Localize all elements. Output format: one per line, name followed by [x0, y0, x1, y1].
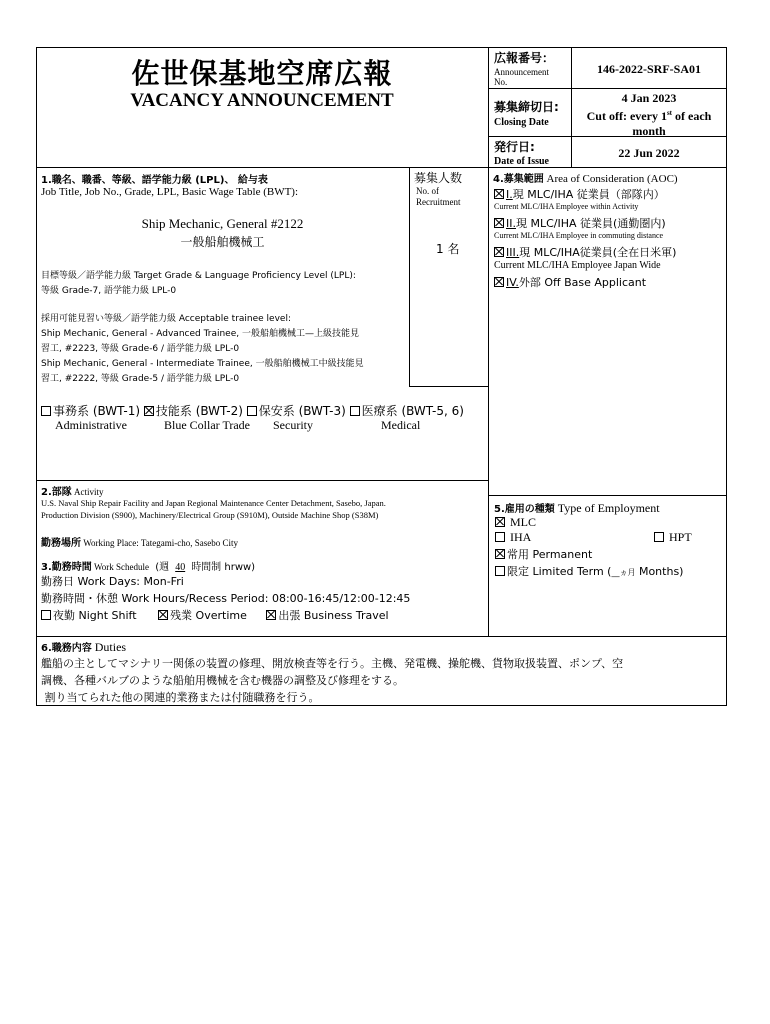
aoc-item-3[interactable]: III.現 MLC/IHA従業員(全在日米軍) — [494, 244, 676, 260]
border-bottom — [36, 705, 727, 706]
activity-line-1: U.S. Naval Ship Repair Facility and Japan Regional Maintenance Center Detachment, Sasebo, Japan. — [41, 498, 386, 508]
aoc-item-3-sub: Current MLC/IHA Employee Japan Wide — [494, 260, 661, 271]
checkbox-checked-icon[interactable] — [494, 277, 504, 287]
bwt-3-sub: Security — [273, 418, 313, 432]
closing-date-value-3: month — [632, 124, 666, 138]
employment-mlc[interactable]: MLC — [495, 515, 536, 530]
activity-line-2: Production Division (S900), Machinery/Electrical Group (S910M), Outside Machine Shop (S38M) — [41, 510, 379, 520]
overtime-option[interactable]: 残業 Overtime — [158, 609, 247, 622]
section2-heading: 2.部隊 Activity — [41, 487, 104, 498]
checkbox-icon[interactable] — [350, 406, 360, 416]
employment-iha[interactable]: IHA — [495, 530, 531, 545]
duties-line-2: 調機、各種バルブのような船舶用機械を含む機器の調整及び修理をする。 — [41, 674, 404, 687]
employment-hpt[interactable]: HPT — [654, 530, 692, 545]
border-left — [36, 47, 37, 706]
checkbox-checked-icon[interactable] — [266, 610, 276, 620]
title-en: VACANCY ANNOUNCEMENT — [130, 90, 394, 111]
date-of-issue-value: 22 Jun 2022 — [618, 146, 680, 160]
section3-heading: 3.勤務時間 Work Schedule (週 40 時間制 hrww) — [41, 562, 256, 573]
section1-heading: 1.職名、職番、等級、語学能力級 (LPL)、 給与表 — [41, 175, 268, 186]
border-right — [726, 47, 727, 706]
work-hours: 勤務時間・休憩 Work Hours/Recess Period: 08:00-16:45/12:00-12:45 — [41, 592, 411, 605]
schedule-options — [41, 607, 389, 623]
closing-date-label-en: Closing Date — [494, 117, 549, 128]
bwt-3-option[interactable]: 保安系 (BWT-3) — [247, 404, 346, 418]
date-of-issue-label-jp: 発行日: — [494, 140, 535, 154]
checkbox-checked-icon[interactable] — [494, 247, 504, 257]
checkbox-checked-icon[interactable] — [144, 406, 154, 416]
closing-date-label-jp: 募集締切日: — [494, 100, 559, 114]
announcement-label-en-1: Announcement — [494, 67, 549, 77]
closing-date-value — [572, 91, 726, 139]
checkbox-icon[interactable] — [495, 532, 505, 542]
target-grade-2: 等級 Grade-7, 語学能力級 LPL-0 — [41, 286, 177, 296]
checkbox-checked-icon[interactable] — [494, 189, 504, 199]
trainee-level-1: 採用可能見習い等級／語学能力級 Acceptable trainee level: — [41, 314, 291, 324]
business-travel-option[interactable]: 出張 Business Travel — [266, 609, 388, 622]
date-of-issue-label-en: Date of Issue — [494, 156, 549, 167]
job-title-jp: 一般船舶機械工 — [180, 235, 265, 249]
aoc-item-1-sub: Current MLC/IHA Employee within Activity — [494, 202, 639, 211]
night-shift-option[interactable]: 夜勤 Night Shift — [41, 609, 137, 622]
checkbox-icon[interactable] — [41, 610, 51, 620]
announcement-label — [494, 49, 554, 87]
checkbox-icon[interactable] — [247, 406, 257, 416]
aoc-item-2[interactable]: II.現 MLC/IHA 従業員(通勤圏内) — [494, 215, 666, 231]
bwt-5-6-option[interactable]: 医療系 (BWT-5, 6) — [350, 404, 464, 418]
trainee-level-2: Ship Mechanic, General - Advanced Trainee, 一般船舶機械工—上級技能見 — [41, 329, 359, 339]
announcement-label-jp: 広報番号： — [494, 51, 555, 65]
employment-limited[interactable]: 限定 Limited Term (__ヵ月 Months) — [495, 563, 683, 579]
trainee-level-5: 習工, #2222, 等級 Grade-5 / 語学能力級 LPL-0 — [41, 374, 240, 384]
bwt-2-sub: Blue Collar Trade — [164, 418, 250, 432]
employment-permanent[interactable]: 常用 Permanent — [495, 546, 592, 562]
bwt-5-6-sub: Medical — [381, 418, 421, 432]
bwt-options — [41, 402, 464, 419]
bwt-1-sub: Administrative — [55, 418, 127, 432]
divider-recruitment-bottom — [409, 386, 489, 387]
announcement-label-en-2: No. — [494, 77, 508, 87]
recruitment-label-jp: 募集人数 — [414, 171, 463, 185]
duties-line-1: 艦船の主としてマシナリ一関係の装置の修理、開放検査等を行う。主機、発電機、操舵機、貨物取扱装置、ポンプ、空 — [41, 657, 624, 670]
checkbox-icon[interactable] — [495, 566, 505, 576]
recruitment-label-en-1: No. of — [416, 186, 439, 196]
recruitment-label-en-2: Recruitment — [416, 197, 461, 207]
divider-section5 — [488, 495, 727, 496]
checkbox-checked-icon[interactable] — [495, 549, 505, 559]
section4-heading: 4.募集範囲 Area of Consideration (AOC) — [493, 173, 678, 185]
announcement-no-value: 146-2022-SRF-SA01 — [597, 62, 701, 76]
aoc-item-1[interactable]: I.現 MLC/IHA 従業員（部隊内） — [494, 186, 665, 202]
aoc-item-4[interactable]: IV.外部 Off Base Applicant — [494, 274, 646, 290]
title-jp: 佐世保基地空席広報 — [131, 57, 393, 90]
checkbox-checked-icon[interactable] — [495, 517, 505, 527]
trainee-level-4: Ship Mechanic, General - Intermediate Trainee, 一般船舶機械工中級技能見 — [41, 359, 364, 369]
bwt-2-option[interactable]: 技能系 (BWT-2) — [144, 404, 243, 418]
checkbox-checked-icon[interactable] — [158, 610, 168, 620]
checkbox-icon[interactable] — [41, 406, 51, 416]
divider-recruitment — [409, 167, 410, 386]
duties-line-3: 割り当てられた他の関連的業務または付随職務を行う。 — [41, 691, 320, 704]
job-title-en: Ship Mechanic, General #2122 — [141, 216, 304, 231]
aoc-item-2-sub: Current MLC/IHA Employee in commuting distance — [494, 231, 664, 240]
section5-heading: 5.雇用の種類 Type of Employment — [494, 501, 660, 515]
trainee-level-3: 習工, #2223, 等級 Grade-6 / 語学能力級 LPL-0 — [41, 344, 240, 354]
section6-heading: 6.職務内容 Duties — [41, 640, 127, 654]
closing-date-label — [494, 98, 559, 128]
closing-date-value-1: 4 Jan 2023 — [621, 91, 677, 105]
border-top — [36, 47, 727, 48]
checkbox-icon[interactable] — [654, 532, 664, 542]
divider-header-bottom — [36, 167, 727, 168]
work-days: 勤務日 Work Days: Mon-Fri — [41, 575, 184, 588]
divider-announcement — [488, 88, 727, 89]
working-place: 勤務場所 Working Place: Tategami-cho, Sasebo City — [41, 538, 238, 549]
closing-date-value-2: Cut off: every 1st of each — [586, 109, 712, 123]
recruitment-value: 1 名 — [436, 242, 460, 256]
divider-section2 — [36, 480, 489, 481]
target-grade-1: 目標等級／語学能力級 Target Grade & Language Proficiency Level (LPL): — [41, 271, 356, 281]
section1-sub: Job Title, Job No., Grade, LPL, Basic Wage Table (BWT): — [41, 186, 299, 198]
checkbox-checked-icon[interactable] — [494, 218, 504, 228]
divider-section6 — [36, 636, 727, 637]
bwt-1-option[interactable]: 事務系 (BWT-1) — [41, 404, 140, 418]
date-of-issue-label — [494, 138, 549, 167]
